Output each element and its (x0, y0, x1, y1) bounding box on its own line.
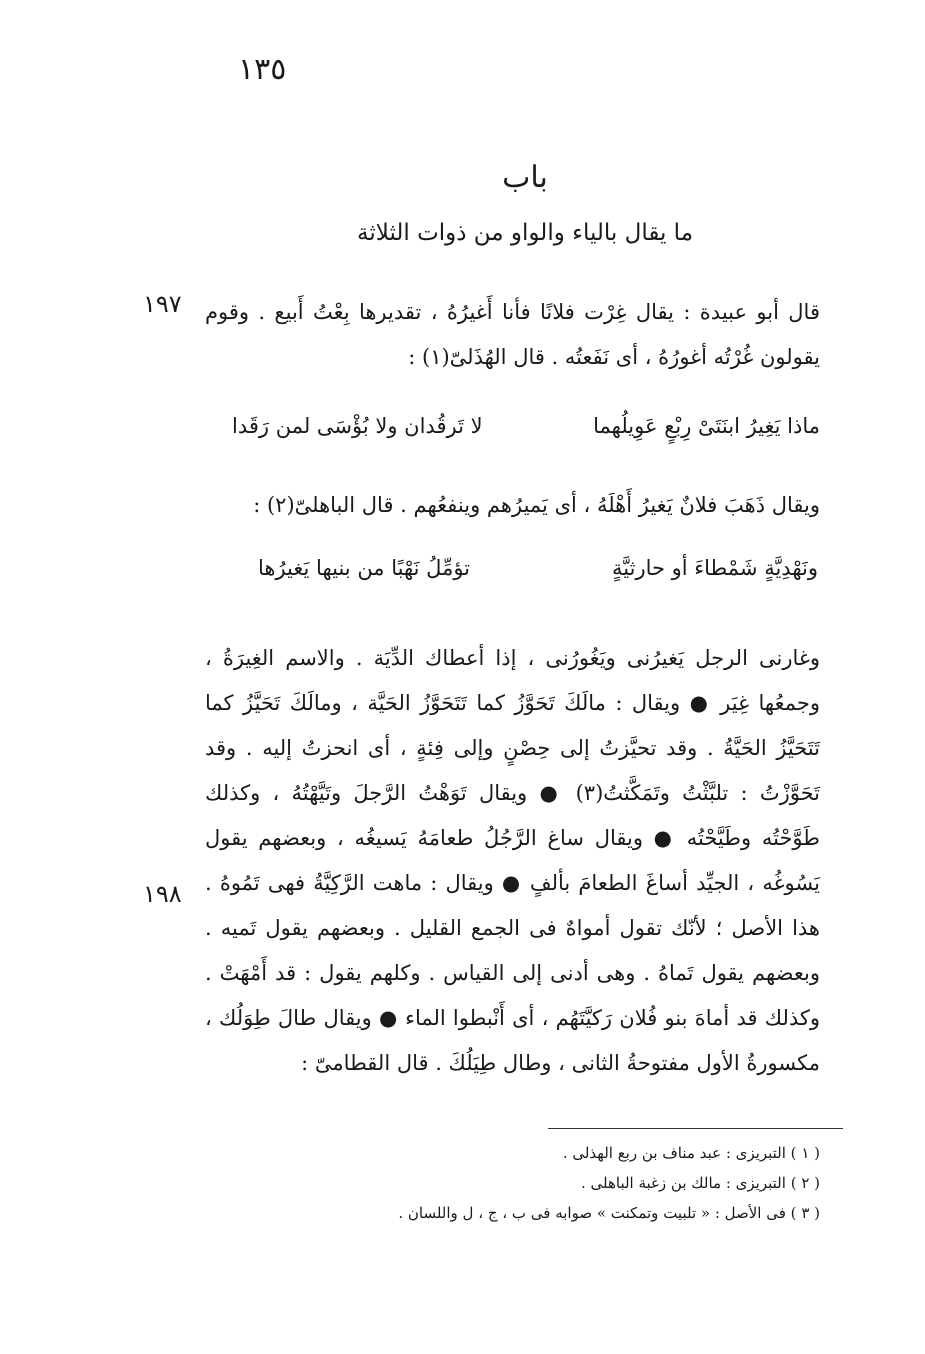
footnote-divider (548, 1128, 843, 1129)
footnote-1: ( ١ ) التبريزى : عبد مناف بن ربع الهذلى . (562, 1144, 820, 1162)
verse-2-second-hemistich: تؤمِّلُ نَهْبًا من بنيها يَغيرُها (258, 556, 471, 580)
entry-number-198: ١٩٨ (143, 880, 182, 908)
verse-1 (232, 414, 820, 438)
paragraph-text: ويقال ذَهَبَ فلانٌ يَغيرُ أَهْلَهُ ، أى يَميرُهم وينفعُهم . قال الباهلىّ(٢) : (253, 493, 820, 517)
chapter-title: باب (502, 160, 548, 195)
verse-1-second-hemistich: لا تَرقُدان ولا بُؤْسَى لمن رَقَدا (232, 414, 483, 438)
chapter-subtitle: ما يقال بالياء والواو من ذوات الثلاثة (356, 220, 694, 246)
page-number: ١٣٥ (238, 52, 287, 87)
paragraph-text: وغارنى الرجل يَغيرُنى ويَغُورُنى ، إذا أعطاك الدِّيَة . والاسم الغِيرَةُ ، وجمعُها غِيَر ● ويقال : مالَكَ تَحَوَّزُ كما تَتَحَوَّزُ الحَيَّة ، ومالَكَ تَحَيَّزُ كما تَتَحَيَّزُ الحَيَّةُ . وقد تحيَّزتُ إلى حِصْنٍ وإلى فِئةٍ ، أى انحزتُ إليه . وقد تَحَوَّزْتُ : تلبَّثْتُ وتَمَكَّثتُ(٣) ● ويقال تَوَهْتُ الرَّجلَ وتَيَّهْتُهُ ، وكذلك طَوَّحْتُه وطَيَّحْتُه ● ويقال ساغ الرَّجُلُ طعامَهُ يَسيغُه ، وبعضهم يقول يَسُوغُه ، الجيِّد أساغَ الطعامَ بألفٍ ● ويقال : ماهت الرَّكِيَّةُ فهى تَمُوهُ . هذا الأصل ؛ لأنّك تقول أمواهٌ فى الجمع القليل . وبعضهم يقول تَميه . وبعضهم يقول تَماهُ . وهى أدنى إلى القياس . وكلهم يقول : قد أَمْهَتْ . وكذلك قد أماهَ بنو فُلان رَكيَّتَهُم ، أى أَنْبطوا الماء ● ويقال طالَ طِوَلُك ، مكسورةُ الأول مفتوحةُ الثانى ، وطال طِيَلُكَ . قال القطامىّ : (205, 646, 820, 1075)
footnote-3: ( ٣ ) فى الأصل : « تلبيت وتمكنت » صوابه فى ب ، ج ، ل واللسان . (398, 1204, 820, 1222)
paragraph-1 (205, 290, 820, 380)
paragraph-3 (205, 636, 820, 1086)
verse-1-first-hemistich: ماذا يَغِيرُ ابنَتَىْ رِبْعٍ عَوِيلُهما (593, 414, 820, 438)
footnotes (300, 1138, 820, 1228)
footnote-2: ( ٢ ) التبريزى : مالك بن زغبة الباهلى . (580, 1174, 820, 1192)
paragraph-text: قال أبو عبيدة : يقال غِرْت فلانًا فأنا أَغيرُهُ ، تقديرها بِعْتُ أَبيع . وقوم يقولون غُرْتُه أغورُهُ ، أى نَفَعتُه . قال الهُذَلىّ(١) : (205, 300, 820, 369)
verse-2-first-hemistich: ونَهْدِيَّةٍ شَمْطاءَ أو حارثيَّةٍ (612, 556, 818, 580)
entry-number-197: ١٩٧ (143, 290, 182, 318)
verse-2 (258, 556, 818, 580)
paragraph-2 (200, 483, 820, 528)
